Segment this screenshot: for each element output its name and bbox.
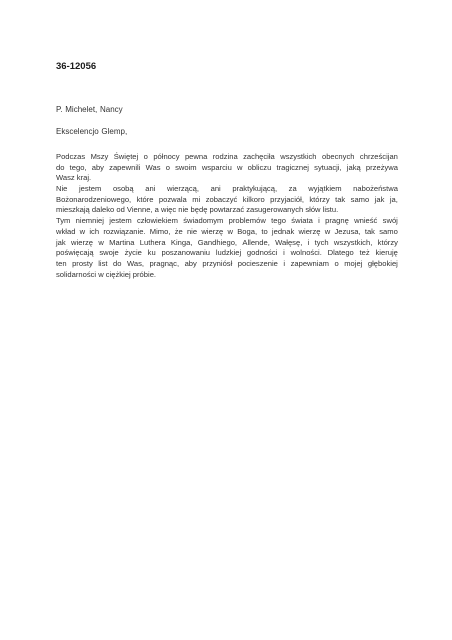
body-line: ten prosty list do Was, pragnąc, aby przyniósł pocieszenie i zapewniam o mojej głębokiej [56, 258, 398, 268]
body-line: do tego, aby zapewnili Was o swoim wsparciu w obliczu tragicznej sytuacji, jaką przeżywa [56, 162, 398, 172]
body-line: Bożonarodzeniowego, które pozwala mi zobaczyć kilkoro przyjaciół, którzy tak samo jak ja, [56, 194, 398, 204]
body-line: poświęcają swoje życie ku poszanowaniu ludzkiej godności i wolności. Dlatego też kieruję [56, 248, 398, 258]
body-line: Nie jestem osobą ani wierzącą, ani praktykującą, za wyjątkiem nabożeństwa [56, 184, 398, 194]
body-line: Podczas Mszy Świętej o północy pewna rodzina zachęciła wszystkich obecnych chrześcijan [56, 152, 398, 161]
body-line: mieszkają daleko od Vienne, a więc nie będę powtarzać zasugerowanych słów listu. [56, 205, 339, 215]
body-line: wkład w ich rozwiązanie. Mimo, że nie wierzę w Boga, to jednak wierzę w Jezusa, tak samo [56, 226, 398, 236]
body-line: solidarności w ciężkiej próbie. [56, 269, 157, 279]
author-line: P. Michelet, Nancy [56, 105, 123, 114]
salutation: Ekscelencjo Glemp, [56, 127, 128, 136]
body-line: Tym niemniej jestem człowiekiem świadomym problemów tego świata i pragnę wnieść swój [56, 216, 398, 226]
body-line: Wasz kraj. [56, 173, 92, 183]
letter-body [56, 152, 398, 280]
body-line: jak wierzę w Martina Luthera Kinga, Gandhiego, Allende, Wałęsę, i tych wszystkich, którzy [56, 237, 398, 247]
document-id: 36-12056 [56, 61, 97, 72]
